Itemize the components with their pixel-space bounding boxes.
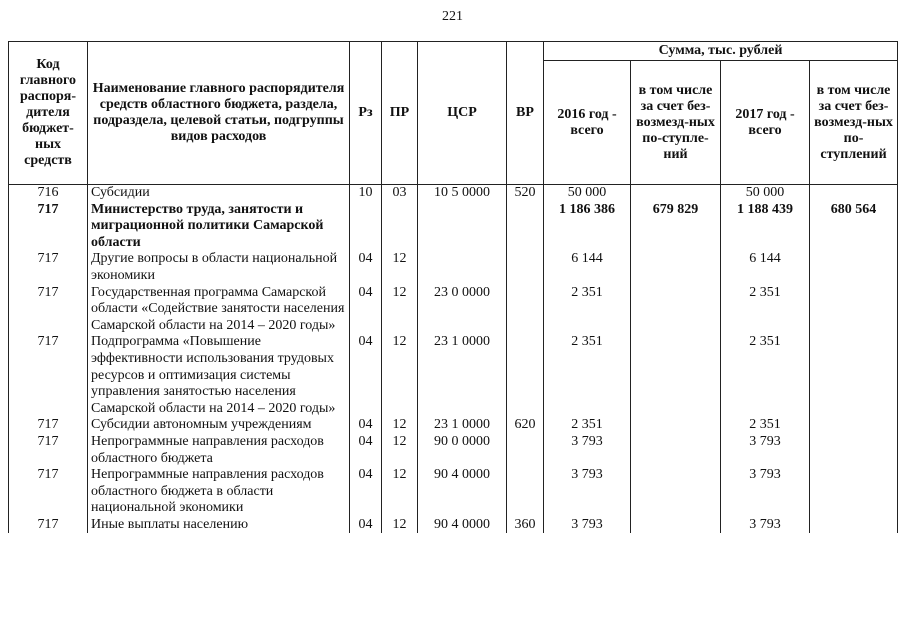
- cell-name: Субсидии автономным учреждениям: [88, 417, 350, 434]
- cell-2016-free: [631, 251, 721, 284]
- cell-code: 717: [9, 285, 88, 335]
- table-row: [9, 417, 898, 434]
- cell-name: Другие вопросы в области национальной экономики: [88, 251, 350, 284]
- cell-vr: [507, 202, 544, 252]
- cell-2016-free: [631, 417, 721, 434]
- header-rz: Рз: [350, 42, 382, 185]
- cell-rz: 04: [350, 251, 382, 284]
- cell-2017-total: 50 000: [721, 185, 810, 202]
- cell-2016-total: 6 144: [544, 251, 631, 284]
- cell-rz: 10: [350, 185, 382, 202]
- cell-2017-total: 3 793: [721, 467, 810, 517]
- cell-code: 717: [9, 202, 88, 252]
- cell-pr: 12: [382, 334, 418, 417]
- cell-name: Подпрограмма «Повышение эффективности использования трудовых ресурсов и оптимизация системы управления занятостью населения Самарской области на 2014 – 2020 годы»: [88, 334, 350, 417]
- table-row: [9, 334, 898, 417]
- cell-pr: 12: [382, 251, 418, 284]
- cell-2017-total: 3 793: [721, 434, 810, 467]
- header-2016-free: в том числе за счет без-возмезд-ных по-ступле-ний: [631, 61, 721, 185]
- cell-vr: [507, 467, 544, 517]
- cell-2016-total: 2 351: [544, 417, 631, 434]
- cell-vr: [507, 434, 544, 467]
- cell-vr: 360: [507, 517, 544, 534]
- cell-vr: [507, 251, 544, 284]
- page-number: 221: [442, 9, 463, 24]
- cell-2016-total: 2 351: [544, 285, 631, 335]
- cell-pr: [382, 202, 418, 252]
- cell-name: Непрограммные направления расходов областного бюджета в области национальной экономики: [88, 467, 350, 517]
- cell-2017-total: 2 351: [721, 334, 810, 417]
- cell-rz: 04: [350, 517, 382, 534]
- cell-2017-free: [810, 251, 898, 284]
- cell-2017-free: [810, 285, 898, 335]
- cell-csr: 23 0 0000: [418, 285, 507, 335]
- header-2016-total: 2016 год - всего: [544, 61, 631, 185]
- cell-csr: 23 1 0000: [418, 417, 507, 434]
- cell-code: 717: [9, 251, 88, 284]
- cell-2017-total: 1 188 439: [721, 202, 810, 252]
- cell-2016-free: [631, 285, 721, 335]
- cell-2016-total: 3 793: [544, 434, 631, 467]
- cell-csr: [418, 202, 507, 252]
- cell-2017-free: [810, 334, 898, 417]
- cell-csr: 90 4 0000: [418, 467, 507, 517]
- cell-2017-free: [810, 434, 898, 467]
- cell-csr: [418, 251, 507, 284]
- cell-csr: 23 1 0000: [418, 334, 507, 417]
- cell-2017-free: 680 564: [810, 202, 898, 252]
- cell-csr: 90 0 0000: [418, 434, 507, 467]
- header-name: Наименование главного распорядителя средств областного бюджета, раздела, подраздела, целевой статьи, подгруппы видов расходов: [88, 42, 350, 185]
- header-2017-free: в том числе за счет без-возмезд-ных по-ступлений: [810, 61, 898, 185]
- cell-vr: [507, 285, 544, 335]
- cell-rz: [350, 202, 382, 252]
- cell-csr: 90 4 0000: [418, 517, 507, 534]
- cell-2017-total: 6 144: [721, 251, 810, 284]
- table-row: [9, 202, 898, 252]
- cell-rz: 04: [350, 434, 382, 467]
- cell-2016-free: [631, 434, 721, 467]
- cell-2017-free: [810, 467, 898, 517]
- cell-code: 717: [9, 517, 88, 534]
- cell-name: Государственная программа Самарской области «Содействие занятости населения Самарской области на 2014 – 2020 годы»: [88, 285, 350, 335]
- cell-2017-total: 2 351: [721, 417, 810, 434]
- cell-2017-total: 2 351: [721, 285, 810, 335]
- cell-code: 717: [9, 467, 88, 517]
- cell-code: 716: [9, 185, 88, 202]
- cell-name: Субсидии: [88, 185, 350, 202]
- cell-2017-total: 3 793: [721, 517, 810, 534]
- cell-name: Министерство труда, занятости и миграционной политики Самарской области: [88, 202, 350, 252]
- cell-2016-total: 1 186 386: [544, 202, 631, 252]
- header-csr: ЦСР: [418, 42, 507, 185]
- table-row: [9, 285, 898, 335]
- header-pr: ПР: [382, 42, 418, 185]
- cell-rz: 04: [350, 417, 382, 434]
- cell-code: 717: [9, 434, 88, 467]
- cell-code: 717: [9, 417, 88, 434]
- table-row: [9, 467, 898, 517]
- cell-2016-total: 3 793: [544, 467, 631, 517]
- cell-pr: 12: [382, 467, 418, 517]
- header-vr: ВР: [507, 42, 544, 185]
- cell-2016-total: 2 351: [544, 334, 631, 417]
- cell-2016-free: 679 829: [631, 202, 721, 252]
- cell-pr: 12: [382, 517, 418, 534]
- cell-name: Непрограммные направления расходов областного бюджета: [88, 434, 350, 467]
- cell-pr: 12: [382, 417, 418, 434]
- budget-table: [8, 41, 898, 533]
- header-sum: Сумма, тыс. рублей: [544, 42, 898, 61]
- cell-2016-total: 50 000: [544, 185, 631, 202]
- cell-rz: 04: [350, 285, 382, 335]
- cell-2017-free: [810, 517, 898, 534]
- cell-code: 717: [9, 334, 88, 417]
- cell-2016-free: [631, 517, 721, 534]
- table-body: [9, 185, 898, 534]
- cell-name: Иные выплаты населению: [88, 517, 350, 534]
- cell-2016-free: [631, 334, 721, 417]
- cell-vr: [507, 334, 544, 417]
- cell-pr: 12: [382, 285, 418, 335]
- table-header: [9, 42, 898, 185]
- cell-rz: 04: [350, 334, 382, 417]
- cell-vr: 620: [507, 417, 544, 434]
- cell-rz: 04: [350, 467, 382, 517]
- table-row: [9, 251, 898, 284]
- header-code: Код главного распоря-дителя бюджет-ных средств: [9, 42, 88, 185]
- cell-csr: 10 5 0000: [418, 185, 507, 202]
- table-row: [9, 434, 898, 467]
- cell-2016-free: [631, 185, 721, 202]
- cell-vr: 520: [507, 185, 544, 202]
- cell-2016-total: 3 793: [544, 517, 631, 534]
- table-row: [9, 517, 898, 534]
- cell-2017-free: [810, 185, 898, 202]
- cell-2016-free: [631, 467, 721, 517]
- table-row: [9, 185, 898, 202]
- cell-2017-free: [810, 417, 898, 434]
- cell-pr: 12: [382, 434, 418, 467]
- header-2017-total: 2017 год - всего: [721, 61, 810, 185]
- cell-pr: 03: [382, 185, 418, 202]
